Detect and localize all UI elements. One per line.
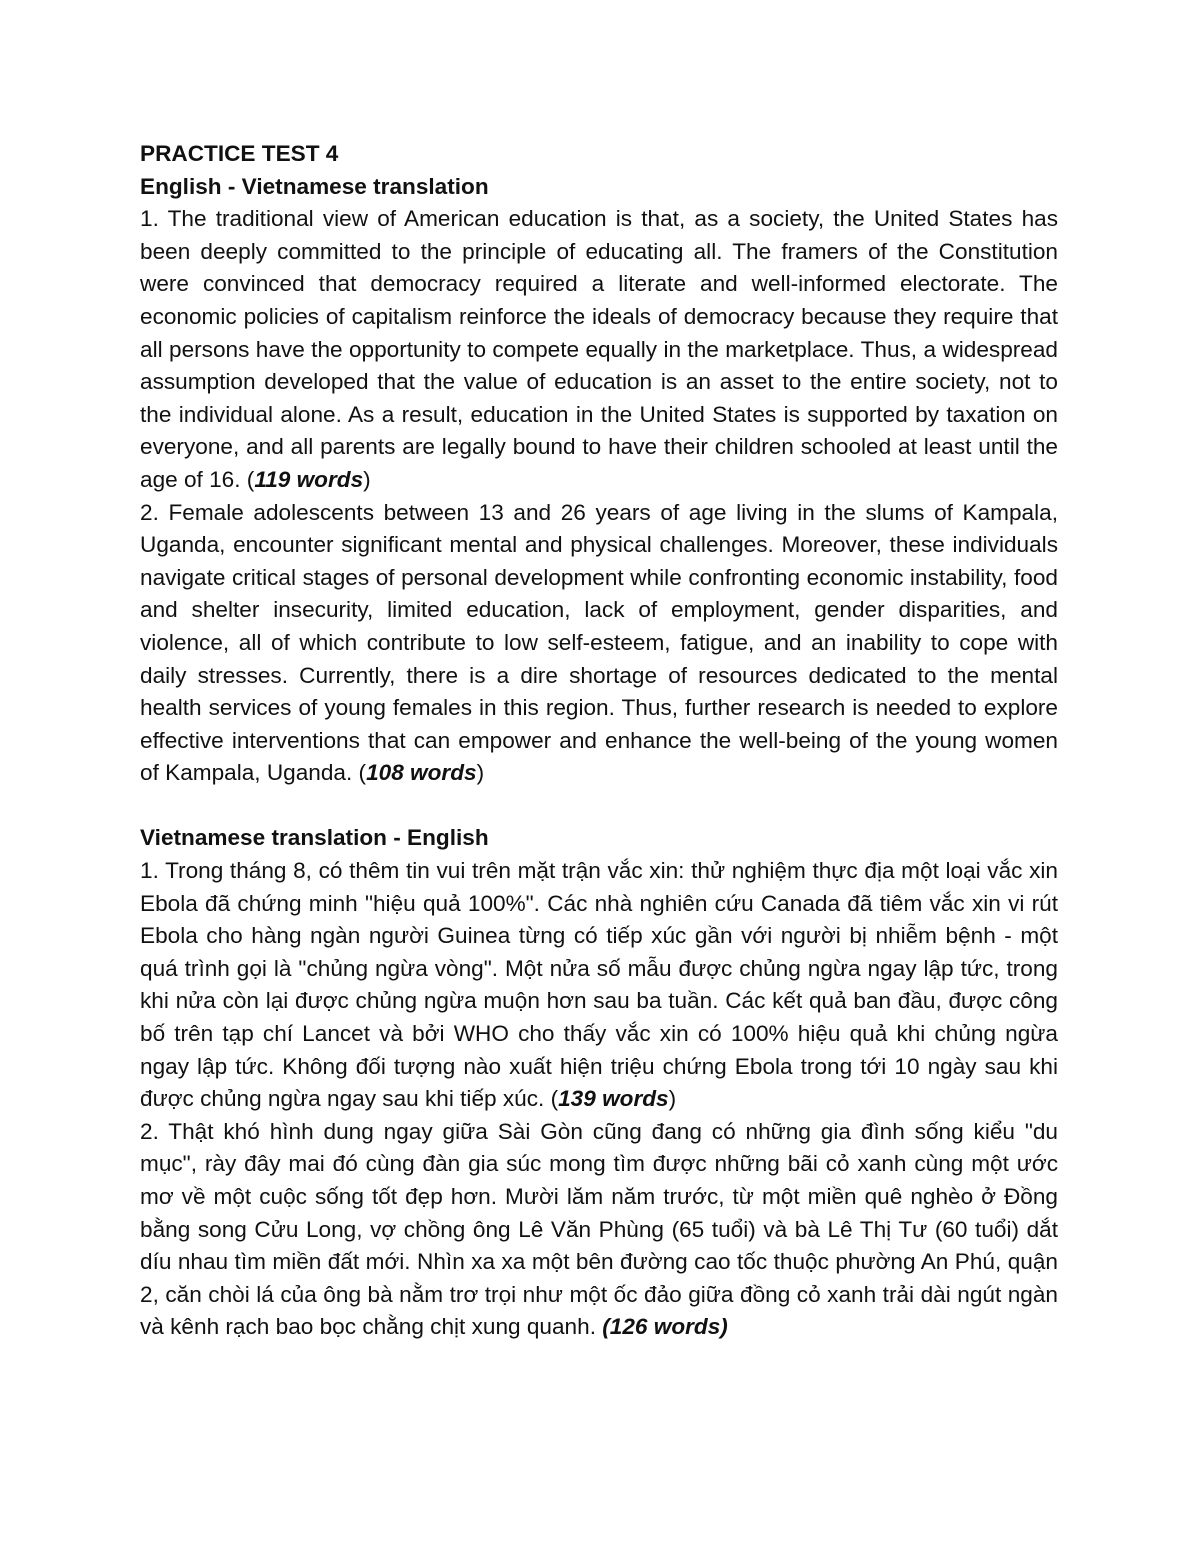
document-page	[140, 138, 1058, 1344]
passage-text: 2. Thật khó hình dung ngay giữa Sài Gòn cũng đang có những gia đình sống kiểu "du mục", rày đây mai đó cùng đàn gia súc mong tìm được những bãi cỏ xanh cùng một ước mơ về một cuộc sống tốt đẹp hơn. Mười lăm năm trước, từ một miền quê nghèo ở Đồng bằng song Cửu Long, vợ chồng ông Lê Văn Phùng (65 tuổi) và bà Lê Thị Tư (60 tuổi) dắt díu nhau tìm miền đất mới. Nhìn xa xa một bên đường cao tốc thuộc phường An Phú, quận 2, căn chòi lá của ông bà nằm trơ trọi như một ốc đảo giữa đồng cỏ xanh trải dài ngút ngàn và kênh rạch bao bọc chằng chịt xung quanh.	[140, 1118, 1058, 1340]
passage-text: 1. The traditional view of American education is that, as a society, the United States has been deeply committed to the principle of educating all. The framers of the Constitution were convinced that democracy required a literate and well-informed electorate. The economic policies of capitalism reinforce the ideals of democracy because they require that all persons have the opportunity to compete equally in the marketplace. Thus, a widespread assumption developed that the value of education is an asset to the entire society, not to the individual alone. As a result, education in the United States is supported by taxation on everyone, and all parents are legally bound to have their children schooled at least until the age of 16. (	[140, 206, 1058, 492]
passage-text: 2. Female adolescents between 13 and 26 years of age living in the slums of Kampala, Uganda, encounter significant mental and physical challenges. Moreover, these individuals navigate critical stages of personal development while confronting economic instability, food and shelter insecurity, limited education, lack of employment, gender disparities, and violence, all of which contribute to low self-esteem, fatigue, and an inability to cope with daily stresses. Currently, there is a dire shortage of resources dedicated to the mental health services of young females in this region. Thus, further research is needed to explore effective interventions that can empower and enhance the well-being of the young women of Kampala, Uganda. (	[140, 499, 1058, 786]
document-title: PRACTICE TEST 4	[140, 141, 339, 166]
passage-text: 1. Trong tháng 8, có thêm tin vui trên mặt trận vắc xin: thử nghiệm thực địa một loại vắc xin Ebola đã chứng minh "hiệu quả 100%". Các nhà nghiên cứu Canada đã tiêm vắc xin vi rút Ebola cho hàng ngàn người Guinea từng có tiếp xúc gần với người bị nhiễm bệnh - một quá trình gọi là "chủng ngừa vòng". Một nửa số mẫu được chủng ngừa ngay lập tức, trong khi nửa còn lại được chủng ngừa muộn hơn sau ba tuần. Các kết quả ban đầu, được công bố trên tạp chí Lancet và bởi WHO cho thấy vắc xin có 100% hiệu quả khi chủng ngừa ngay lập tức. Không đối tượng nào xuất hiện triệu chứng Ebola trong tới 10 ngày sau khi được chủng ngừa ngay sau khi tiếp xúc. (	[140, 858, 1058, 1112]
word-count: 108 words	[366, 760, 477, 786]
passage-suffix: )	[668, 1086, 677, 1112]
passage-vi-2	[140, 1116, 1058, 1344]
section-heading-vi-en: Vietnamese translation - English	[140, 825, 489, 851]
passage-suffix: )	[363, 466, 371, 492]
word-count: (126 words)	[602, 1314, 728, 1340]
word-count: 139 words	[558, 1086, 669, 1112]
passage-suffix: )	[476, 760, 485, 786]
word-count: 119 words	[254, 466, 364, 492]
passage-en-2	[140, 497, 1058, 790]
passage-en-1	[140, 203, 1058, 496]
section-spacer	[140, 790, 1058, 823]
section-heading-en-vi: English - Vietnamese translation	[140, 173, 489, 199]
passage-vi-1	[140, 855, 1058, 1116]
